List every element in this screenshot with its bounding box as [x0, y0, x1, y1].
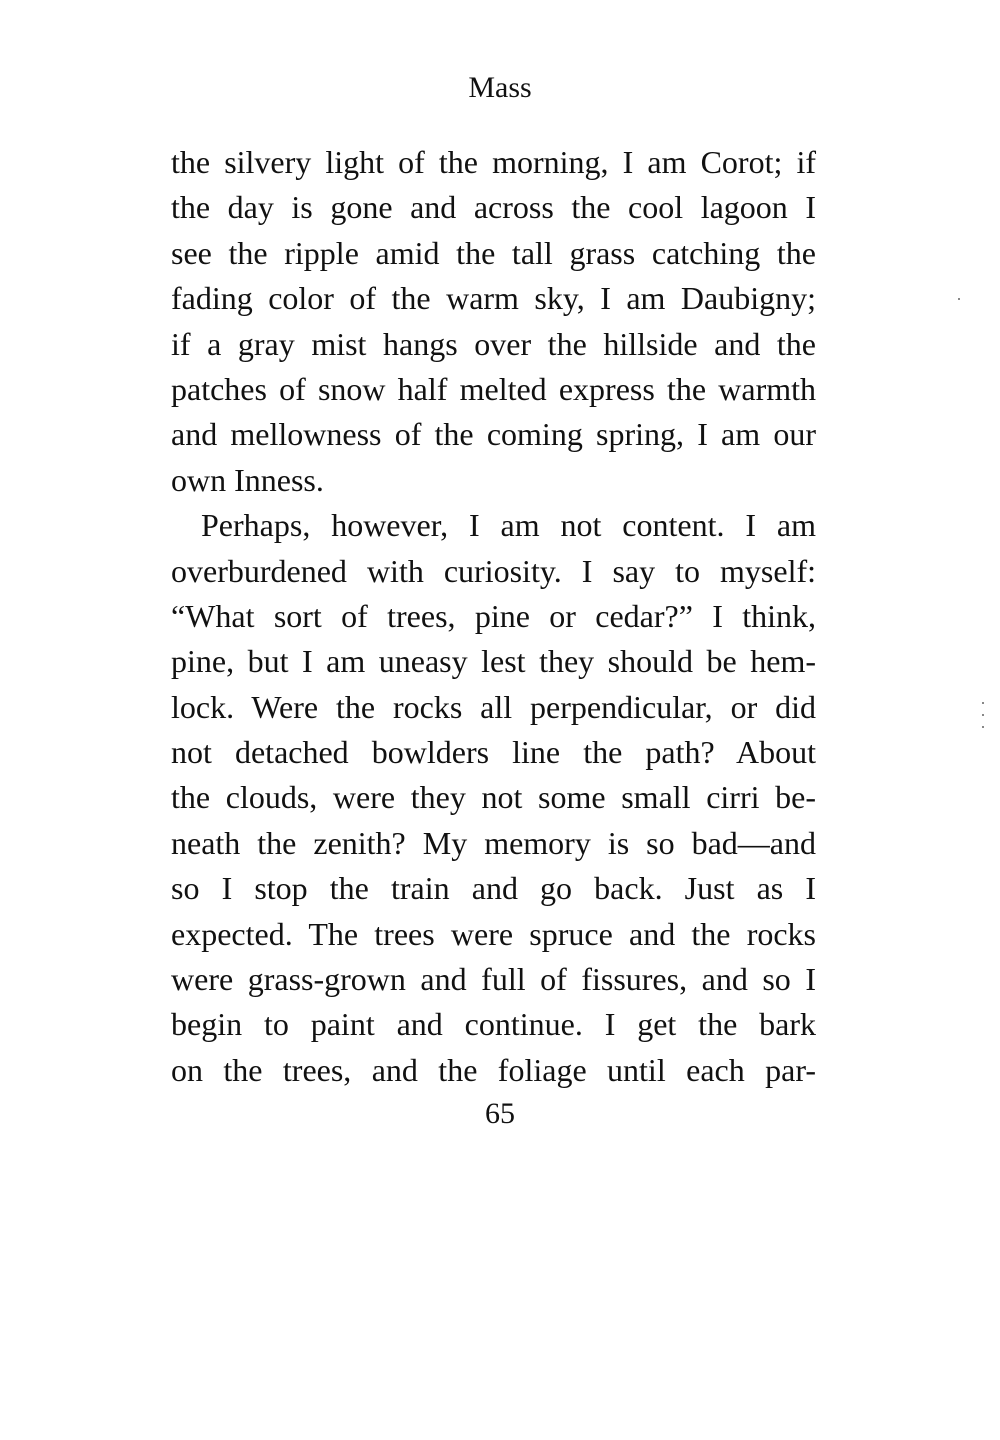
text-line: not detached bowlders line the path? About — [171, 734, 816, 771]
text-line: were grass-grown and full of fissures, and so I — [171, 961, 816, 998]
text-line: neath the zenith? My memory is so bad—and — [171, 824, 816, 861]
text-line: the silvery light of the morning, I am Corot; if — [171, 144, 816, 180]
scan-speck — [982, 726, 984, 728]
text-line: Perhaps, however, I am not content. I am — [201, 507, 816, 544]
text-line: the day is gone and across the cool lagoon I — [171, 189, 816, 226]
text-line: pine, but I am uneasy lest they should be hem- — [171, 643, 816, 680]
text-line: on the trees, and the foliage until each par- — [171, 1051, 816, 1088]
text-line: see the ripple amid the tall grass catching the — [171, 234, 816, 271]
scan-speck — [982, 714, 984, 716]
text-line: begin to paint and continue. I get the bark — [171, 1006, 816, 1043]
text-line: expected. The trees were spruce and the rocks — [171, 915, 816, 952]
text-line: own Inness. — [171, 461, 324, 498]
text-line: fading color of the warm sky, I am Daubigny; — [171, 280, 816, 317]
body-text — [171, 140, 816, 1093]
text-line: the clouds, were they not some small cirri be- — [171, 779, 816, 816]
text-line: lock. Were the rocks all perpendicular, or did — [171, 688, 816, 725]
text-line: patches of snow half melted express the warmth — [171, 370, 816, 407]
text-line: and mellowness of the coming spring, I am our — [171, 416, 816, 453]
paragraph-1 — [171, 140, 816, 503]
page-number: 65 — [485, 1097, 515, 1130]
text-line: so I stop the train and go back. Just as I — [171, 870, 816, 907]
scan-speck — [958, 298, 960, 300]
scan-speck — [982, 702, 984, 704]
text-line: “What sort of trees, pine or cedar?” I think, — [171, 597, 816, 634]
running-head: Mass — [468, 71, 532, 104]
text-line: if a gray mist hangs over the hillside and the — [171, 325, 816, 362]
text-line: overburdened with curiosity. I say to myself: — [171, 552, 816, 589]
paragraph-2 — [171, 503, 816, 1093]
